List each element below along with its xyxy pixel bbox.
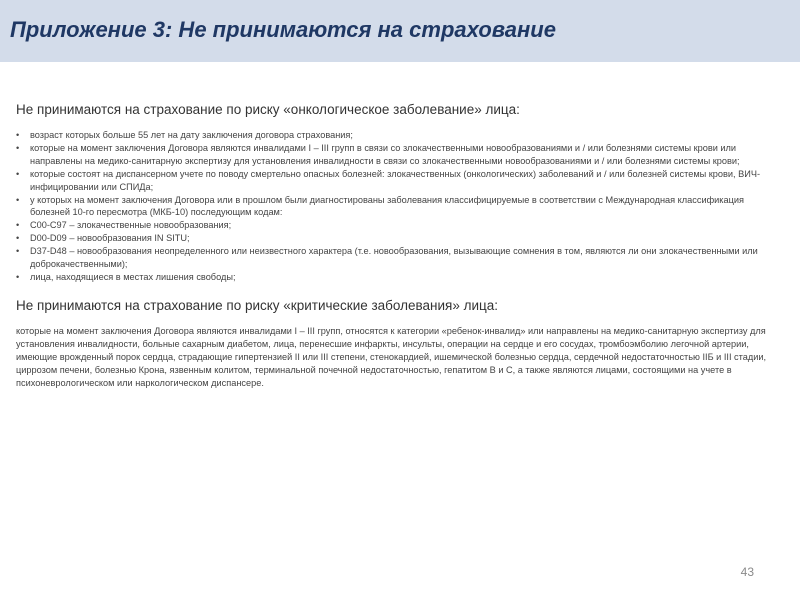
oncology-section — [16, 102, 772, 284]
list-item: • D37-D48 – новообразования неопределенного или неизвестного характера (т.е. новообразования, вызывающие сомнения в том, являются ли они злокачественными или доброкачественными); — [16, 245, 772, 271]
list-item: • у которых на момент заключения Договора или в прошлом были диагностированы заболевания классифицируемые в соответствии с Международная классификация болезней 10-го пересмотра (МКБ-10) последующим кодам: — [16, 194, 772, 220]
list-item: • лица, находящиеся в местах лишения свободы; — [16, 271, 772, 284]
critical-illness-section — [16, 298, 772, 390]
list-item: • возраст которых больше 55 лет на дату заключения договора страхования; — [16, 129, 772, 142]
slide-title: Приложение 3: Не принимаются на страхование — [10, 17, 556, 42]
page-number: 43 — [740, 565, 754, 579]
list-item: • которые состоят на диспансерном учете по поводу смертельно опасных болезней: злокачественных (онкологических) заболеваний и / или болезней системы крови, ВИЧ-инфицировании или СПИДа; — [16, 168, 772, 194]
critical-illness-section-heading: Не принимаются на страхование по риску «критические заболевания» лица: — [16, 297, 499, 313]
list-item: • С00-С97 – злокачественные новообразования; — [16, 219, 772, 232]
slide-content — [16, 102, 772, 389]
list-item: • которые на момент заключения Договора являются инвалидами I – III групп в связи со злокачественными новообразованиями и / или болезнями системы крови или направлены на медико-санитарную экспертизу для установления инвалидности в связи со злокачественными новообразованиями и / или болезнями системы крови; — [16, 142, 772, 168]
oncology-exclusion-list — [16, 129, 772, 284]
critical-illness-paragraph: которые на момент заключения Договора являются инвалидами I – III групп, относятся к категории «ребенок-инвалид» или направлены на медико-санитарную экспертизу для установления инвалидности, больные сахарным диабетом, лица, перенесшие инфаркты, инсульты, операции на сердце и его сосудах, тромбоэмболию легочной артерии, имеющие врожденный порок сердца, страдающие гипертензией II или III степени, стенокардией, ишемической болезнью сердца, сердечной недостаточностью IIБ и III стадии, циррозом печени, болезнью Крона, язвенным колитом, терминальной почечной недостаточностью, гепатитом B и C, а также являются лицами, состоящими на учете в психоневрологическом или наркологическом диспансере. — [16, 325, 767, 388]
title-bar — [0, 0, 800, 62]
list-item: • D00-D09 – новообразования IN SITU; — [16, 232, 772, 245]
oncology-section-heading: Не принимаются на страхование по риску «онкологическое заболевание» лица: — [16, 102, 520, 117]
